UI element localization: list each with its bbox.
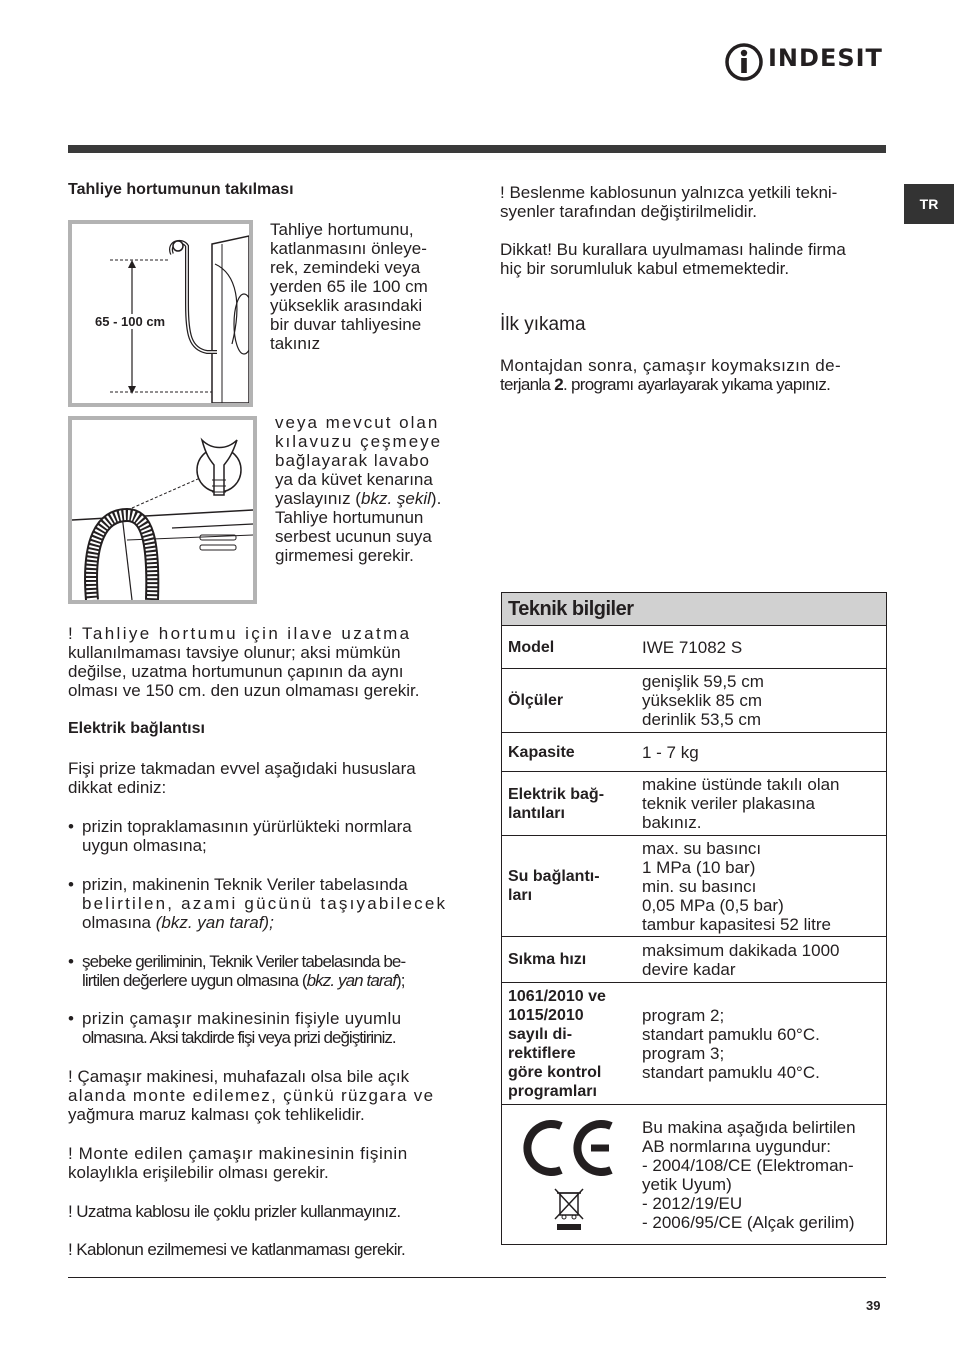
text-span: . programı ayarlayarak yıkama yapınız. bbox=[562, 375, 831, 394]
bullet-grounding bbox=[68, 817, 454, 855]
value-line: 1 MPa (10 bar) bbox=[642, 857, 756, 877]
row-value bbox=[636, 983, 887, 1105]
text-line: Tahliye hortumunu, bbox=[270, 220, 414, 239]
label-line: programları bbox=[508, 1082, 597, 1100]
row-value: 1 - 7 kg bbox=[636, 733, 887, 772]
see-figure-ref: bkz. şekil bbox=[360, 489, 431, 508]
label-line: Su bağlantı- bbox=[508, 868, 600, 885]
text-span: ); bbox=[396, 971, 405, 990]
value-line: AB normlarına uygundur: bbox=[642, 1136, 831, 1156]
cable-crush-note: ! Kablonun ezilmemesi ve katlanmaması gerekir. bbox=[68, 1240, 406, 1259]
bullet-mark: • bbox=[68, 952, 74, 971]
ce-marks-cell bbox=[502, 1105, 637, 1245]
text-line: yağmura maruz kalması çok tehlikelidir. bbox=[68, 1105, 365, 1124]
text-line: alanda monte edilemez, çünkü rüzgara ve bbox=[68, 1086, 435, 1105]
value-line: program 3; bbox=[642, 1043, 725, 1063]
footer-rule bbox=[68, 1277, 886, 1278]
text-line: kılavuzu çeşmeye bbox=[275, 432, 443, 451]
text-line: veya mevcut olan bbox=[275, 413, 440, 432]
text-line: prizin, makinenin Teknik Veriler tabelasında bbox=[82, 875, 408, 894]
see-side-ref: (bkz. yan taraf); bbox=[155, 913, 274, 932]
row-label: Kapasite bbox=[502, 733, 637, 772]
table-row-water bbox=[502, 836, 887, 937]
text-line: bir duvar tahliyesine bbox=[270, 315, 422, 334]
label-line: sayılı di- bbox=[508, 1025, 573, 1043]
text-line: prizin çamaşır makinesinin fişiyle uyumlu bbox=[82, 1009, 402, 1028]
value-line: genişlik 59,5 cm bbox=[642, 672, 764, 691]
extension-hose-note bbox=[68, 624, 454, 700]
height-range-label: 65 - 100 cm bbox=[95, 314, 166, 329]
row-label bbox=[502, 983, 637, 1105]
value-line: program 2; bbox=[642, 1005, 725, 1025]
text-line: Dikkat! Bu kurallara uyulmaması halinde firma bbox=[500, 240, 846, 259]
text-line: rek, zemindeki veya bbox=[270, 258, 421, 277]
text-span: ). bbox=[430, 489, 442, 508]
value-line: tambur kapasitesi 52 litre bbox=[642, 914, 831, 934]
text-line: olmasına. Aksi takdirde fişi veya prizi değiştiriniz. bbox=[82, 1028, 396, 1047]
bullet-plug bbox=[68, 1009, 454, 1047]
label-line: Elektrik bağ- bbox=[508, 785, 605, 803]
value-line: standart pamuklu 40°C. bbox=[642, 1062, 820, 1082]
value-line: 0,05 MPa (0,5 bar) bbox=[642, 895, 784, 915]
bullet-mark: • bbox=[68, 1009, 74, 1028]
text-line: bağlayarak lavabo bbox=[275, 451, 430, 470]
text-line: şebeke geriliminin, Teknik Veriler tabelasında be- bbox=[82, 952, 406, 971]
weee-bin-icon bbox=[552, 1187, 586, 1231]
value-line: min. su basıncı bbox=[642, 876, 757, 896]
label-line: göre kontrol bbox=[508, 1063, 602, 1081]
value-line: - 2006/95/CE (Alçak gerilim) bbox=[642, 1212, 855, 1232]
value-line: bakınız. bbox=[642, 813, 702, 832]
header-rule bbox=[68, 145, 886, 153]
label-line: 1015/2010 bbox=[508, 1006, 584, 1024]
row-value bbox=[636, 937, 887, 983]
row-label: Ölçüler bbox=[502, 669, 637, 733]
wall-drain-text bbox=[270, 220, 453, 353]
text-line: ! Tahliye hortumu için ilave uzatma bbox=[68, 624, 412, 643]
text-line: Tahliye hortumunun bbox=[275, 508, 424, 527]
drain-hose-heading: Tahliye hortumunun takılması bbox=[68, 181, 294, 198]
row-label: Sıkma hızı bbox=[502, 937, 637, 983]
electrical-intro bbox=[68, 759, 454, 797]
see-side-ref: bkz. yan taraf bbox=[306, 971, 397, 990]
bullet-power bbox=[68, 875, 454, 932]
text-line: kullanılmaması tavsiye olunur; aksi mümkün bbox=[68, 643, 401, 662]
text-span: olmasına bbox=[82, 913, 156, 932]
bullet-mark: • bbox=[68, 817, 74, 836]
value-line: - 2012/19/EU bbox=[642, 1193, 743, 1213]
text-line: yükseklik arasındaki bbox=[270, 296, 423, 315]
cable-replacement-note bbox=[500, 183, 886, 221]
first-wash-heading: İlk yıkama bbox=[500, 314, 586, 335]
program-number: 2 bbox=[554, 375, 563, 394]
sink-drain-text bbox=[275, 413, 454, 565]
value-line: max. su basıncı bbox=[642, 838, 762, 858]
value-line: derinlik 53,5 cm bbox=[642, 710, 762, 729]
page-number: 39 bbox=[866, 1298, 881, 1313]
label-line: 1061/2010 ve bbox=[508, 987, 606, 1005]
electrical-heading: Elektrik bağlantısı bbox=[68, 720, 205, 737]
value-line: Bu makina aşağıda belirtilen bbox=[642, 1117, 856, 1137]
label-line: ları bbox=[508, 887, 533, 904]
liability-warning bbox=[500, 240, 886, 278]
text-span: yaslayınız ( bbox=[275, 489, 361, 508]
text-span: terjanla bbox=[500, 375, 555, 394]
table-row-regulations bbox=[502, 983, 887, 1105]
language-tab: TR bbox=[904, 184, 954, 224]
text-line: ! Çamaşır makinesi, muhafazalı olsa bile açık bbox=[68, 1067, 410, 1086]
text-line: ! Monte edilen çamaşır makinesinin fişinin bbox=[68, 1144, 408, 1163]
value-line: maksimum dakikada 1000 bbox=[642, 940, 840, 960]
sink-drain-illustration bbox=[72, 420, 253, 600]
text-line bbox=[82, 913, 454, 932]
table-row-dimensions bbox=[502, 669, 887, 733]
value-line: makine üstünde takılı olan bbox=[642, 775, 840, 794]
bullet-mark: • bbox=[68, 875, 74, 894]
text-line bbox=[275, 489, 454, 508]
row-label bbox=[502, 836, 637, 937]
technical-data-table bbox=[501, 592, 887, 1245]
text-span: lirtilen değerlere uygun olmasına ( bbox=[82, 971, 307, 990]
indesit-logo-mark bbox=[724, 42, 764, 82]
bullet-voltage bbox=[68, 952, 454, 990]
value-line: yetik Uyum) bbox=[642, 1174, 732, 1194]
text-line: Montajdan sonra, çamaşır koymaksızın de- bbox=[500, 356, 842, 375]
row-value bbox=[636, 772, 887, 836]
table-row-spin bbox=[502, 937, 887, 983]
table-row-capacity bbox=[502, 733, 887, 772]
table-title: Teknik bilgiler bbox=[502, 593, 887, 626]
outdoor-warning bbox=[68, 1067, 454, 1124]
value-line: - 2004/108/CE (Elektroman- bbox=[642, 1155, 854, 1175]
value-line: teknik veriler plakasına bbox=[642, 794, 815, 813]
plug-access-note bbox=[68, 1144, 454, 1182]
brand-name: INDESIT bbox=[768, 44, 883, 72]
text-line: yerden 65 ile 100 cm bbox=[270, 277, 428, 296]
text-line: ! Beslenme kablosunun yalnızca yetkili tekni- bbox=[500, 183, 838, 202]
row-value bbox=[636, 1105, 887, 1245]
text-line: Fişi prize takmadan evvel aşağıdaki hususlara bbox=[68, 759, 416, 778]
text-line: girmemesi gerekir. bbox=[275, 546, 414, 565]
text-line: hiç bir sorumluluk kabul etmemektedir. bbox=[500, 259, 790, 278]
table-row-ce bbox=[502, 1105, 887, 1245]
extension-cable-note: ! Uzatma kablosu ile çoklu prizler kullanmayınız. bbox=[68, 1202, 401, 1221]
text-line: kolaylıkla erişilebilir olması gerekir. bbox=[68, 1163, 329, 1182]
text-line: ya da küvet kenarına bbox=[275, 470, 433, 489]
text-line: dikkat ediniz: bbox=[68, 778, 167, 797]
row-value bbox=[636, 669, 887, 733]
table-row-model bbox=[502, 626, 887, 669]
wall-drain-figure bbox=[68, 220, 253, 407]
text-line: syenler tarafından değiştirilmelidir. bbox=[500, 202, 758, 221]
text-line: takınız bbox=[270, 334, 321, 353]
row-label bbox=[502, 772, 637, 836]
sink-drain-figure bbox=[68, 416, 257, 604]
value-line: standart pamuklu 60°C. bbox=[642, 1024, 820, 1044]
value-line: devire kadar bbox=[642, 959, 736, 979]
text-line: değilse, uzatma hortumunun çapının da aynı bbox=[68, 662, 404, 681]
value-line: yükseklik 85 cm bbox=[642, 691, 762, 710]
text-line: serbest ucunun suya bbox=[275, 527, 432, 546]
indesit-logo bbox=[724, 38, 888, 84]
text-line bbox=[500, 375, 886, 394]
text-line bbox=[82, 971, 454, 990]
text-line: prizin topraklamasının yürürlükteki normlara bbox=[82, 817, 412, 836]
row-value bbox=[636, 836, 887, 937]
text-line: olması ve 150 cm. den uzun olmaması gerekir. bbox=[68, 681, 420, 700]
label-line: lantıları bbox=[508, 804, 565, 822]
ce-mark-icon bbox=[519, 1118, 619, 1178]
label-line: rektiflere bbox=[508, 1044, 576, 1062]
text-line: katlanmasını önleye- bbox=[270, 239, 427, 258]
row-value: IWE 71082 S bbox=[636, 626, 887, 669]
text-line: belirtilen, azami gücünü taşıyabilecek bbox=[82, 894, 448, 913]
table-row-electrical bbox=[502, 772, 887, 836]
text-line: uygun olmasına; bbox=[82, 836, 207, 855]
first-wash-text bbox=[500, 356, 886, 394]
row-label: Model bbox=[502, 626, 637, 669]
